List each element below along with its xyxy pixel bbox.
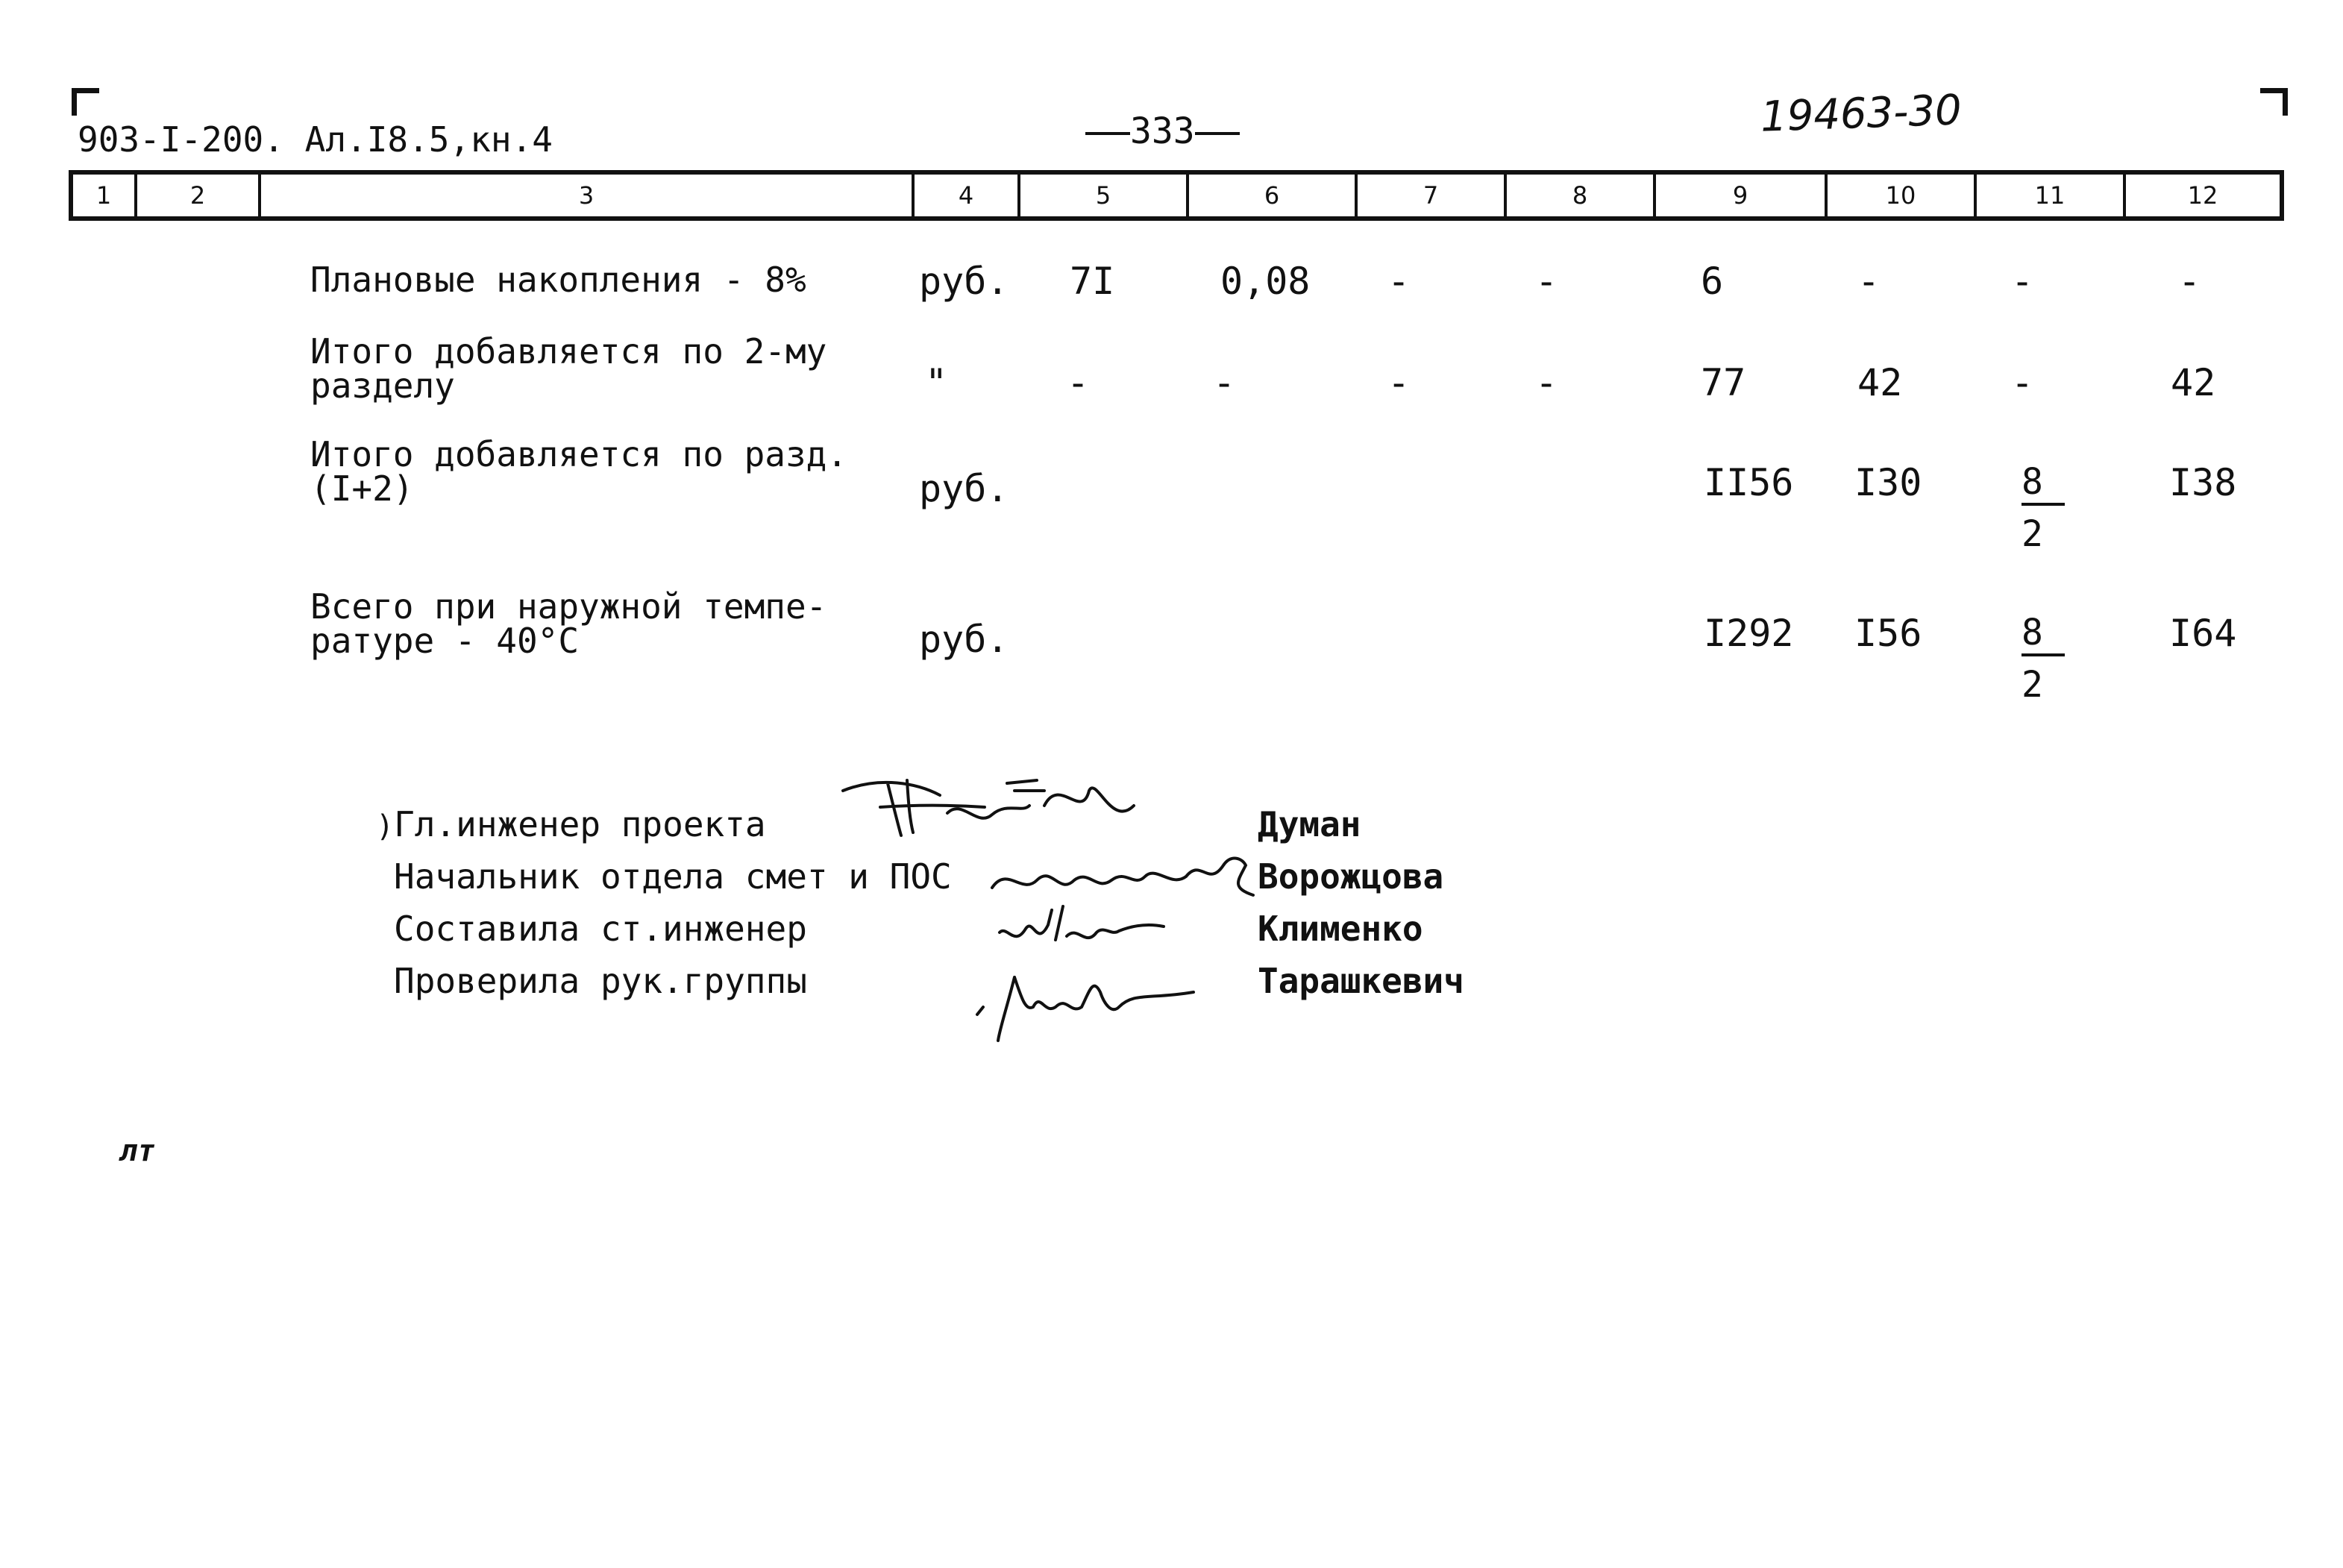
column-header: 6 [1189, 175, 1358, 216]
value-cell: 0,08 [1220, 260, 1311, 303]
signature-name: Думан [1258, 804, 1361, 844]
column-header: 10 [1828, 175, 1977, 216]
value-cell: 7I [1070, 260, 1115, 303]
value-cell: - [1535, 260, 1558, 303]
value-cell: 42 [2171, 361, 2216, 404]
value-cell: - [1067, 361, 1090, 404]
signature-name: Клименко [1258, 909, 1423, 949]
description-line: (I+2) [310, 468, 414, 509]
value-cell: I64 [2169, 612, 2237, 655]
column-header: 2 [137, 175, 261, 216]
value-cell: I30 [1854, 461, 1922, 504]
signature-role: Составила ст.инженер [394, 909, 807, 949]
row-description [310, 331, 827, 406]
handwritten-signature [835, 761, 1179, 843]
document-code: 903-I-200. Ал.I8.5,кн.4 [78, 119, 553, 160]
signature-name: Тарашкевич [1258, 961, 1464, 1001]
value-cell: - [1857, 260, 1881, 303]
column-header: 8 [1507, 175, 1656, 216]
fraction-denominator: 2 [2021, 513, 2043, 555]
signature-role: Начальник отдела смет и ПОС [394, 856, 952, 897]
row-description [310, 260, 806, 300]
value-cell: - [2011, 260, 2034, 303]
signature-name: Ворожцова [1258, 856, 1444, 897]
description-line: Итого добавляется по 2-му [310, 331, 827, 371]
unit-cell: " [925, 361, 948, 404]
signature-role: )Гл.инженер проекта [376, 804, 766, 844]
value-cell: - [1387, 361, 1411, 404]
row-description [310, 586, 827, 661]
column-header: 7 [1358, 175, 1507, 216]
page-number [1085, 110, 1240, 152]
fraction-denominator: 2 [2021, 664, 2043, 706]
description-line: разделу [310, 366, 455, 406]
signature-role-text: Гл.инженер проекта [394, 804, 766, 844]
value-cell: 42 [1857, 361, 1903, 404]
column-header: 3 [261, 175, 915, 216]
column-header: 4 [915, 175, 1020, 216]
description-line: Итого добавляется по разд. [310, 434, 848, 474]
value-cell: - [1535, 361, 1558, 404]
signature-role: Проверила рук.группы [394, 961, 807, 1001]
value-cell: 77 [1701, 361, 1746, 404]
footer-note: лт [119, 1134, 156, 1168]
column-header: 9 [1656, 175, 1828, 216]
row-description [310, 434, 848, 509]
value-cell: I38 [2169, 461, 2237, 504]
column-header: 11 [1977, 175, 2126, 216]
column-header: 1 [73, 175, 137, 216]
value-cell: - [2011, 361, 2034, 404]
corner-mark-top-left [72, 88, 99, 116]
value-cell: - [1387, 260, 1411, 303]
unit-cell: руб. [919, 467, 1009, 510]
value-cell: - [2178, 260, 2201, 303]
fraction-numerator: 8 [2021, 464, 2065, 506]
value-cell: II56 [1704, 461, 1794, 504]
description-line: Всего при наружной темпе- [310, 586, 827, 627]
value-cell: I292 [1704, 612, 1794, 655]
fraction-numerator: 8 [2021, 615, 2065, 656]
fraction-cell [2021, 612, 2065, 706]
column-header: 5 [1020, 175, 1189, 216]
value-cell: I56 [1854, 612, 1922, 655]
column-header-row [69, 170, 2284, 221]
unit-cell: руб. [919, 260, 1009, 303]
description-line: Плановые накопления - 8% [310, 260, 806, 300]
archive-number: 19463-30 [1759, 86, 1963, 142]
value-cell: 6 [1701, 260, 1724, 303]
description-line: ратуре - 40°С [310, 621, 580, 661]
fraction-cell [2021, 461, 2065, 555]
page-number-value: 333 [1130, 110, 1195, 152]
value-cell: - [1213, 361, 1236, 404]
unit-cell: руб. [919, 618, 1009, 661]
column-header: 12 [2187, 181, 2218, 210]
handwritten-signature [970, 947, 1208, 1044]
corner-mark-top-right [2260, 88, 2288, 116]
